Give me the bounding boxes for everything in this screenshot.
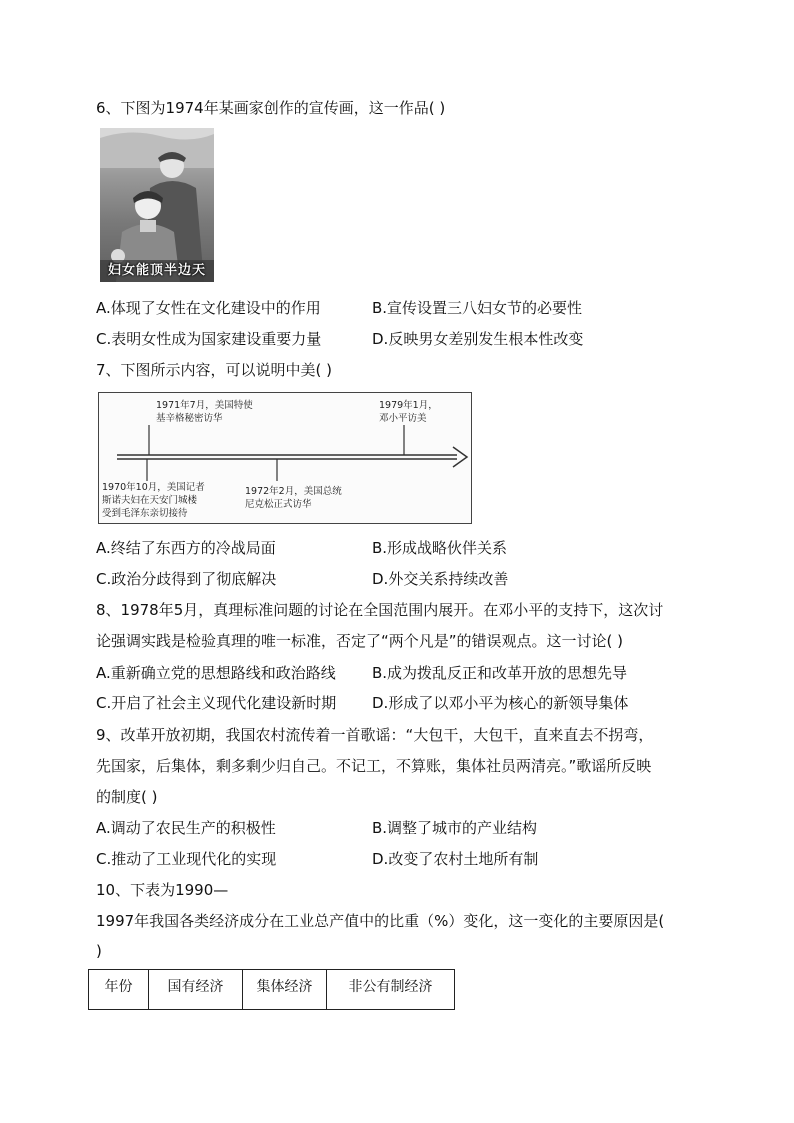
question-8-stem-line2: 论强调实践是检验真理的唯一标准，否定了“两个凡是”的错误观点。这一讨论( )	[96, 632, 624, 650]
poster-caption: 妇女能顶半边天	[107, 263, 206, 278]
q6-option-a: A.体现了女性在文化建设中的作用	[96, 299, 321, 317]
q8-option-a: A.重新确立党的思想路线和政治路线	[96, 664, 336, 682]
q8-option-c: C.开启了社会主义现代化建设新时期	[96, 694, 337, 712]
q9-option-d: D.改变了农村土地所有制	[372, 850, 539, 868]
q6-option-c: C.表明女性成为国家建设重要力量	[96, 330, 322, 348]
question-9-stem-line2: 先国家，后集体，剩多剩少归自己。不记工，不算账，集体社员两清亮。”歌谣所反映	[96, 757, 652, 775]
q6-option-d: D.反映男女差别发生根本性改变	[372, 330, 584, 348]
question-8-stem-line1: 8、1978年5月，真理标准问题的讨论在全国范围内展开。在邓小平的支持下，这次讨	[96, 601, 664, 619]
timeline-event-1972: 1972年2月，美国总统 尼克松正式访华	[245, 486, 342, 510]
question-10-stem-line1: 10、下表为1990—	[96, 881, 229, 899]
table-header-row	[89, 970, 455, 1010]
header-non-public: 非公有制经济	[327, 970, 455, 1010]
propaganda-poster-image	[100, 128, 214, 282]
question-9-stem-line3: 的制度( )	[96, 788, 158, 806]
header-state-owned: 国有经济	[149, 970, 243, 1010]
q7-option-a: A.终结了东西方的冷战局面	[96, 539, 276, 557]
q8-option-d: D.形成了以邓小平为核心的新领导集体	[372, 694, 629, 712]
q7-option-d: D.外交关系持续改善	[372, 570, 509, 588]
economy-share-table	[88, 969, 455, 1010]
q7-option-c: C.政治分歧得到了彻底解决	[96, 570, 277, 588]
q9-option-c: C.推动了工业现代化的实现	[96, 850, 277, 868]
q7-option-b: B.形成战略伙伴关系	[372, 539, 508, 557]
question-10-stem-line2: 1997年我国各类经济成分在工业总产值中的比重（%）变化，这一变化的主要原因是(	[96, 912, 665, 930]
question-9-stem-line1: 9、改革开放初期，我国农村流传着一首歌谣：“大包干，大包干，直来直去不拐弯，	[96, 726, 654, 744]
header-year: 年份	[89, 970, 149, 1010]
q9-option-b: B.调整了城市的产业结构	[372, 819, 538, 837]
q6-option-b: B.宣传设置三八妇女节的必要性	[372, 299, 583, 317]
timeline-event-1970: 1970年10月，美国记者 斯诺夫妇在天安门城楼 受到毛泽东亲切接待	[102, 482, 205, 519]
sino-us-timeline	[98, 392, 472, 524]
q8-option-b: B.成为拨乱反正和改革开放的思想先导	[372, 664, 628, 682]
question-6-stem: 6、下图为1974年某画家创作的宣传画，这一作品( )	[96, 99, 446, 117]
q9-option-a: A.调动了农民生产的积极性	[96, 819, 276, 837]
header-collective: 集体经济	[243, 970, 327, 1010]
question-7-stem: 7、下图所示内容，可以说明中美( )	[96, 361, 333, 379]
timeline-event-1979: 1979年1月， 邓小平访美	[379, 400, 438, 424]
timeline-event-1971: 1971年7月，美国特使 基辛格秘密访华	[156, 400, 253, 424]
question-10-stem-line3: )	[96, 942, 102, 960]
